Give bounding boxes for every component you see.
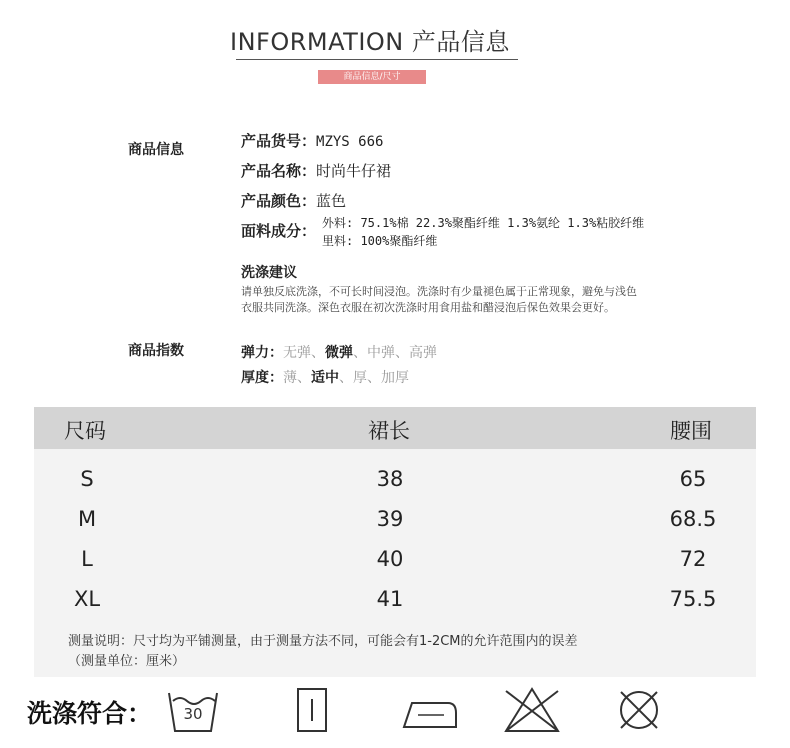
option-separator: 、 xyxy=(367,370,381,386)
option-separator: 、 xyxy=(297,370,311,386)
wash-label: 洗涤符合： xyxy=(27,699,153,728)
fabric-outer: 外料: 75.1%棉 22.3%聚酯纤维 1.3%氨纶 1.3%粘胶纤维 xyxy=(322,216,645,230)
elasticity-option: 无弹 xyxy=(283,345,311,361)
wash-30-icon xyxy=(163,683,223,737)
thickness-option: 薄 xyxy=(283,370,297,386)
option-separator: 、 xyxy=(311,345,325,361)
waist-cell: 65 xyxy=(679,467,707,491)
waist-cell: 72 xyxy=(679,547,707,571)
measure-note: 测量说明：尺寸均为平铺测量，由于测量方法不同，可能会有1-2CM的允许范围内的误差 xyxy=(68,634,578,649)
size-table xyxy=(34,407,756,677)
iron-icon xyxy=(396,683,466,737)
care-title: 洗涤建议 xyxy=(241,265,297,281)
product-info-label: 商品信息 xyxy=(128,142,184,158)
care-text: 请单独反底洗涤，不可长时间浸泡。洗涤时有少量褪色属于正常现象，避免与浅色衣服共同洗涤。深色衣服在初次洗涤时用食用盐和醋浸泡后保色效果会更好。 xyxy=(241,285,637,314)
size-cell: M xyxy=(77,507,97,531)
row-product-color xyxy=(241,190,346,211)
thickness-row xyxy=(241,367,409,387)
size-table-header xyxy=(34,407,756,449)
waist-cell: 68.5 xyxy=(669,507,717,531)
length-cell: 38 xyxy=(376,467,404,491)
size-cell: XL xyxy=(73,587,101,611)
section-badge: 商品信息/尺寸 xyxy=(318,70,426,84)
product-color-value: 蓝色 xyxy=(316,192,347,210)
row-product-name xyxy=(241,160,391,181)
no-bleach-icon xyxy=(500,683,564,737)
thickness-key: 厚度： xyxy=(241,370,283,386)
title-underline xyxy=(236,59,518,60)
length-cell: 40 xyxy=(376,547,404,571)
waist-cell: 75.5 xyxy=(669,587,717,611)
page-title: INFORMATION 产品信息 xyxy=(230,28,510,56)
thickness-option: 厚 xyxy=(353,370,367,386)
index-label: 商品指数 xyxy=(128,343,184,359)
wash-temp: 30 xyxy=(183,705,203,723)
elasticity-option: 中弹 xyxy=(367,345,395,361)
tumble-dry-icon xyxy=(292,683,332,737)
option-separator: 、 xyxy=(339,370,353,386)
item-number-key: 产品货号： xyxy=(241,132,317,150)
size-cell: L xyxy=(81,547,93,571)
fabric-inner: 里料: 100%聚酯纤维 xyxy=(322,234,438,248)
elasticity-option: 微弹 xyxy=(325,345,353,361)
header-waist: 腰围 xyxy=(670,419,712,443)
measure-unit-note: （测量单位：厘米） xyxy=(68,654,186,669)
elasticity-option: 高弹 xyxy=(409,345,437,361)
option-separator: 、 xyxy=(395,345,409,361)
row-item-number xyxy=(241,130,383,151)
header-length: 裙长 xyxy=(368,419,410,443)
product-name-value: 时尚牛仔裙 xyxy=(316,162,392,180)
item-number-value: MZYS 666 xyxy=(316,134,384,150)
no-dry-clean-icon xyxy=(612,683,666,737)
thickness-option: 加厚 xyxy=(381,370,409,386)
fabric-key: 面料成分： xyxy=(241,222,317,240)
elasticity-key: 弹力： xyxy=(241,345,283,361)
thickness-option: 适中 xyxy=(311,370,339,386)
row-fabric xyxy=(241,220,316,241)
length-cell: 41 xyxy=(376,587,404,611)
option-separator: 、 xyxy=(353,345,367,361)
product-color-key: 产品颜色： xyxy=(241,192,317,210)
product-name-key: 产品名称： xyxy=(241,162,317,180)
elasticity-row xyxy=(241,342,437,362)
length-cell: 39 xyxy=(376,507,404,531)
size-cell: S xyxy=(80,467,94,491)
header-size: 尺码 xyxy=(64,419,106,443)
